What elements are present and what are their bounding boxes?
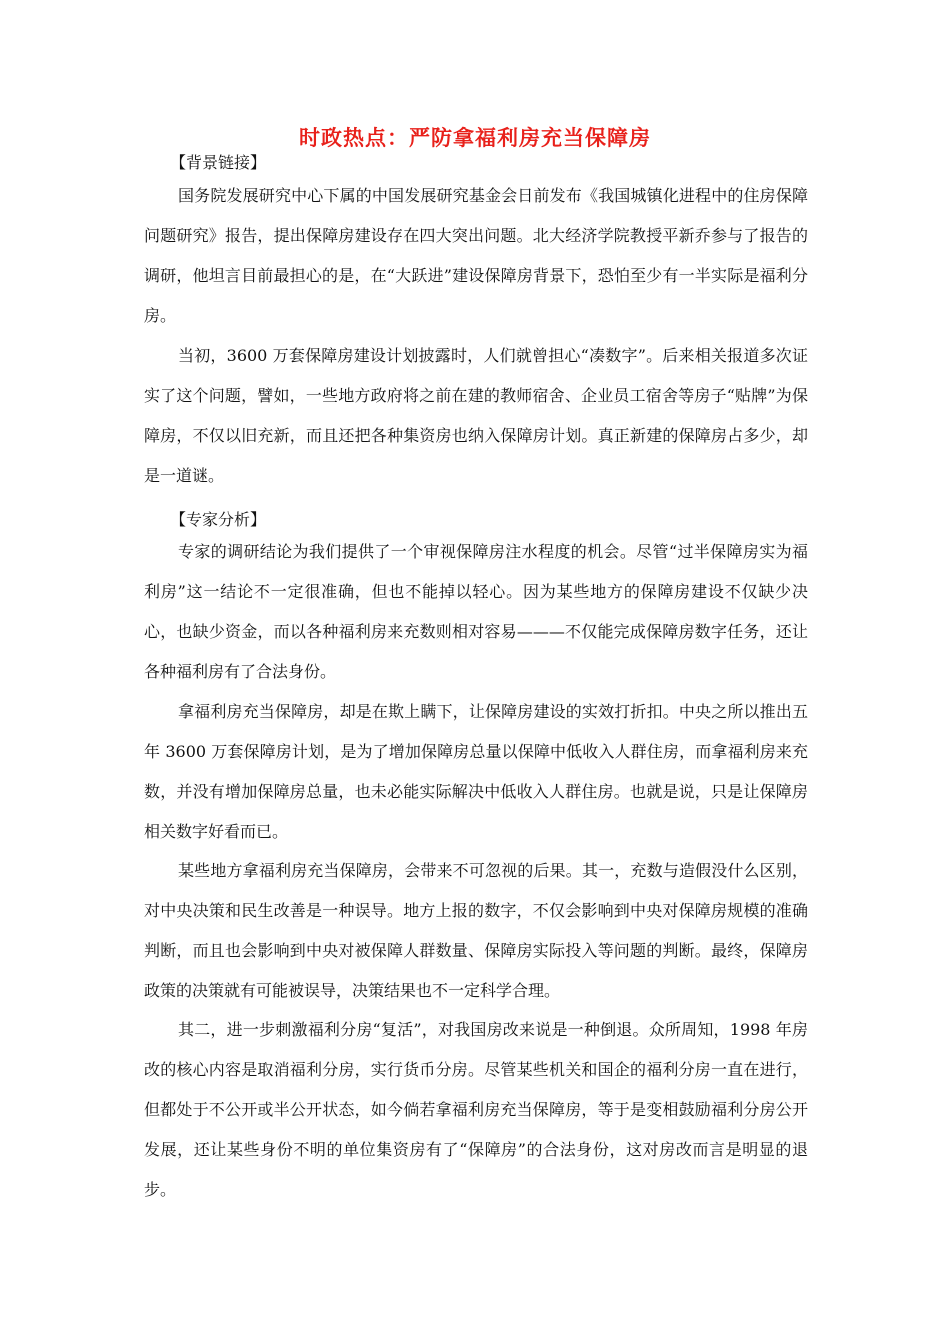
paragraph: 专家的调研结论为我们提供了一个审视保障房注水程度的机会。尽管“过半保障房实为福利房”这一结论不一定很准确，但也不能掉以轻心。因为某些地方的保障房建设不仅缺少决心，也缺少资金，而以各种福利房来充数则相对容易———不仅能完成保障房数字任务，还让各种福利房有了合法身份。	[144, 542, 808, 681]
page-title: 时政热点：严防拿福利房充当保障房	[299, 126, 651, 150]
section-heading-background: 【背景链接】	[170, 153, 267, 172]
paragraph: 国务院发展研究中心下属的中国发展研究基金会日前发布《我国城镇化进程中的住房保障问题研究》报告，提出保障房建设存在四大突出问题。北大经济学院教授平新乔参与了报告的调研，他坦言目前最担心的是，在“大跃进”建设保障房背景下，恐怕至少有一半实际是福利分房。	[144, 186, 808, 325]
paragraph: 其二，进一步刺激福利分房“复活”，对我国房改来说是一种倒退。众所周知，1998 年房改的核心内容是取消福利分房，实行货币分房。尽管某些机关和国企的福利分房一直在进行，但都处于不公开或半公开状态，如今倘若拿福利房充当保障房，等于是变相鼓励福利分房公开发展，还让某些身份不明的单位集资房有了“保障房”的合法身份，这对房改而言是明显的退步。	[144, 1020, 808, 1199]
section-heading-analysis: 【专家分析】	[170, 510, 267, 529]
paragraph: 当初，3600 万套保障房建设计划披露时，人们就曾担心“凑数字”。后来相关报道多次证实了这个问题，譬如，一些地方政府将之前在建的教师宿舍、企业员工宿舍等房子“贴牌”为保障房，不仅以旧充新，而且还把各种集资房也纳入保障房计划。真正新建的保障房占多少，却是一道谜。	[144, 346, 808, 485]
paragraph: 某些地方拿福利房充当保障房，会带来不可忽视的后果。其一，充数与造假没什么区别，对中央决策和民生改善是一种误导。地方上报的数字，不仅会影响到中央对保障房规模的准确判断，而且也会影响到中央对被保障人群数量、保障房实际投入等问题的判断。最终，保障房政策的决策就有可能被误导，决策结果也不一定科学合理。	[144, 861, 808, 1000]
paragraph: 拿福利房充当保障房，却是在欺上瞒下，让保障房建设的实效打折扣。中央之所以推出五年 3600 万套保障房计划，是为了增加保障房总量以保障中低收入人群住房，而拿福利房来充数，并没有增加保障房总量，也未必能实际解决中低收入人群住房。也就是说，只是让保障房相关数字好看而已。	[144, 702, 808, 841]
